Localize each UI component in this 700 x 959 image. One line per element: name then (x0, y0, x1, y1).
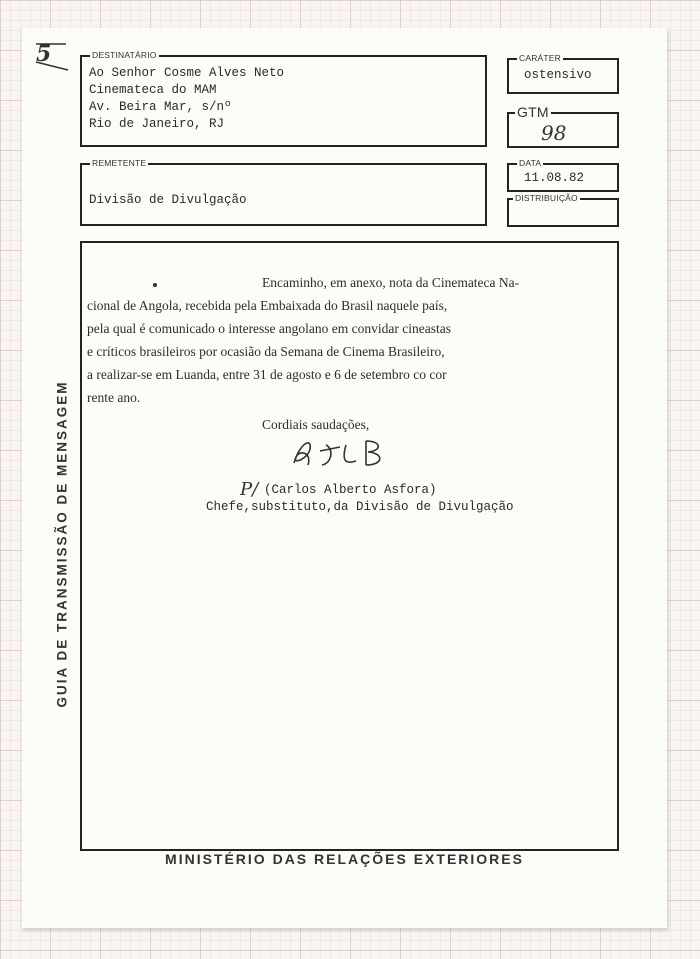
data-box (507, 158, 619, 192)
message-line-6: rente ano. (87, 390, 141, 405)
side-title: GUIA DE TRANSMISSÃO DE MENSAGEM (54, 380, 70, 708)
remetente-value: Divisão de Divulgação (89, 193, 247, 207)
ministry-footer: MINISTÉRIO DAS RELAÇÕES EXTERIORES (165, 851, 524, 867)
closing-salutation: Cordiais saudações, (262, 417, 370, 432)
remetente-label: REMETENTE (92, 158, 147, 168)
signer-name: (Carlos Alberto Asfora) (264, 483, 437, 497)
data-label: DATA (519, 158, 542, 168)
gtm-box (507, 104, 619, 148)
corner-mark-text: 5 (36, 41, 52, 67)
destinatario-line-4: Rio de Janeiro, RJ (89, 117, 225, 131)
handwritten-signature (282, 435, 402, 475)
carater-value: ostensivo (524, 68, 592, 82)
document-page (22, 28, 667, 928)
gtm-number: 98 (541, 121, 567, 145)
gtm-label: GTM (517, 104, 549, 120)
destinatario-label: DESTINATÁRIO (92, 50, 157, 60)
remetente-box (80, 158, 487, 226)
distribuicao-box (507, 193, 619, 227)
message-box (80, 241, 619, 851)
signer-title: Chefe,substituto,da Divisão de Divulgação (206, 500, 514, 514)
message-line-1: Encaminho, em anexo, nota da Cinemateca Na- (262, 275, 520, 290)
carater-label: CARÁTER (519, 53, 562, 63)
destinatario-line-2: Cinemateca do MAM (89, 83, 217, 97)
destinatario-box (80, 50, 487, 147)
message-line-5: a realizar-se em Luanda, entre 31 de agosto e 6 de setembro co cor (87, 367, 447, 382)
message-line-3: pela qual é comunicado o interesse angolano em convidar cineastas (87, 321, 451, 336)
destinatario-line-3: Av. Beira Mar, s/nº (89, 100, 232, 114)
message-line-2: cional de Angola, recebida pela Embaixada do Brasil naquele país, (87, 298, 448, 313)
destinatario-line-1: Ao Senhor Cosme Alves Neto (89, 66, 285, 80)
distribuicao-label: DISTRIBUIÇÃO (515, 193, 578, 203)
signature-initials: P/ (240, 479, 259, 500)
data-value: 11.08.82 (524, 171, 585, 185)
carater-box (507, 53, 619, 94)
bullet-dot (153, 283, 157, 287)
corner-mark-strokes (32, 42, 72, 72)
message-line-4: e críticos brasileiros por ocasião da Semana de Cinema Brasileiro, (87, 344, 445, 359)
